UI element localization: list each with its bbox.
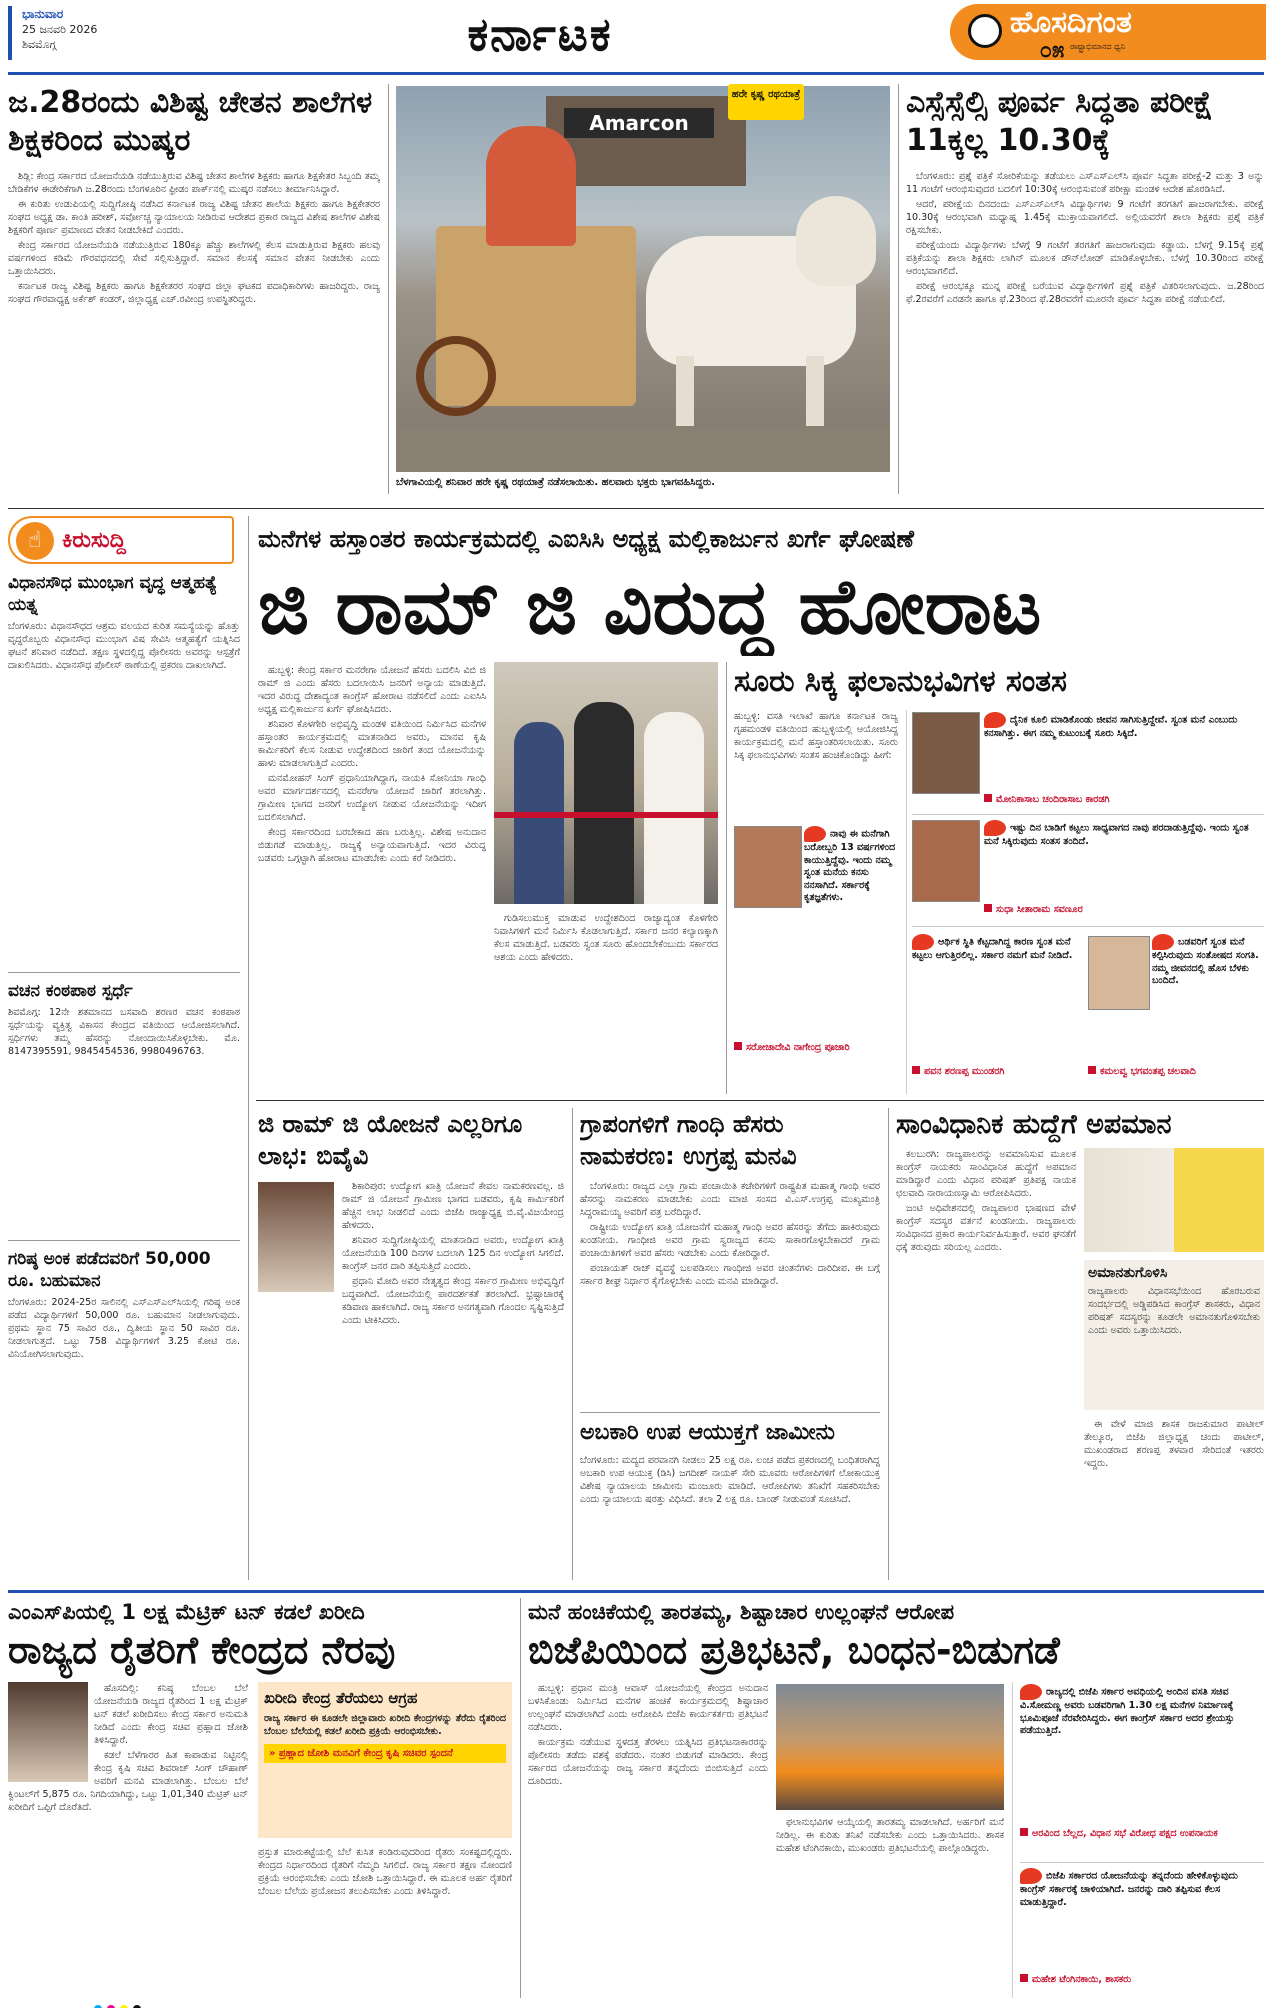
protest-body-col1 xyxy=(528,1682,768,1998)
paragraph: ಕೇಂದ್ರ ಸರ್ಕಾರದ ಯೋಜನೆಯಡಿ ನಡೆಯುತ್ತಿರುವ 180ಕ್ಕೂ ಹೆಚ್ಚು ಶಾಲೆಗಳಲ್ಲಿ ಕೆಲಸ ಮಾಡುತ್ತಿರುವ ಶಿಕ್ಷಕರು ಹಲವು ವರ್ಷಗಳಿಂದ ಕಡಿಮೆ ಗೌರವಧನದಲ್ಲಿ ಸೇವೆ ಸಲ್ಲಿಸುತ್ತಿದ್ದಾರೆ. ಸಮಾನ ಕೆಲಸಕ್ಕೆ ಸಮಾನ ವೇತನ ನೀಡಬೇಕು ಎಂದು ಒತ್ತಾಯಿಸಿದರು. xyxy=(8,240,380,277)
beneficiary-quote: ಆರ್ಥಿಕ ಸ್ಥಿತಿ ಕೆಟ್ಟದಾಗಿದ್ದ ಕಾರಣ ಸ್ವಂತ ಮನೆ ಕಟ್ಟಲು ಆಗುತ್ತಿರಲಿಲ್ಲ. ಸರ್ಕಾರ ನಮಗೆ ಮನೆ ನೀಡಿದೆ. xyxy=(912,934,1082,1064)
paragraph: ಹುಬ್ಬಳ್ಳಿ: ಕೇಂದ್ರ ಸರ್ಕಾರ ಮನರೇಗಾ ಯೋಜನೆ ಹೆಸರು ಬದಲಿಸಿ ವಿಬಿ ಜಿ ರಾಮ್ ಜಿ ಎಂದು ಹೆಸರು ಬದಲಾಯಿಸಿ ಜನರಿಗೆ ಅನ್ಯಾಯ ಮಾಡುತ್ತಿದೆ. ಇದರ ವಿರುದ್ಧ ದೇಶಾದ್ಯಂತ ಕಾಂಗ್ರೆಸ್ ಹೋರಾಟ ನಡೆಸಲಿದೆ ಎಂದು ಎಐಸಿಸಿ ಅಧ್ಯಕ್ಷ ಮಲ್ಲಿಕಾರ್ಜುನ ಖರ್ಗೆ ಘೋಷಿಸಿದರು. xyxy=(258,665,486,715)
protest-quote: ಬಿಜೆಪಿ ಸರ್ಕಾರದ ಯೋಜನೆಯನ್ನು ತನ್ನದೆಂದು ಹೇಳಿಕೊಳ್ಳುವುದು ಕಾಂಗ್ರೆಸ್ ಸರ್ಕಾರಕ್ಕೆ ಚಾಳಿಯಾಗಿದೆ. ಜನರನ್ನು ದಾರಿ ತಪ್ಪಿಸುವ ಕೆಲಸ ಮಾಡುತ್ತಿದ್ದಾರೆ. xyxy=(1020,1868,1264,1972)
brief-item xyxy=(8,980,240,1236)
lead-kicker: ಮನೆಗಳ ಹಸ್ತಾಂತರ ಕಾರ್ಯಕ್ರಮದಲ್ಲಿ ಎಐಸಿಸಿ ಅಧ್ಯಕ್ಷ ಮಲ್ಲಿಕಾರ್ಜುನ ಖರ್ಗೆ ಘೋಷಣೆ xyxy=(258,525,914,553)
person-figure xyxy=(644,712,704,904)
column-divider xyxy=(520,1598,521,1998)
column-divider xyxy=(898,84,899,494)
paragraph: ಬೆಂಗಳೂರು: ರಾಜ್ಯದ ಎಲ್ಲಾ ಗ್ರಾಮ ಪಂಚಾಯಿತಿ ಕಚೇರಿಗಳಿಗೆ ರಾಷ್ಟ್ರಪಿತ ಮಹಾತ್ಮ ಗಾಂಧಿ ಅವರ ಹೆಸರನ್ನು ನಾಮಕರಣ ಮಾಡಬೇಕು ಎಂದು ಮಾಜಿ ಸಂಸದ ವಿ.ಎಸ್.ಉಗ್ರಪ್ಪ ಮುಖ್ಯಮಂತ್ರಿ ಸಿದ್ದರಾಮಯ್ಯ ಅವರಿಗೆ ಪತ್ರ ಬರೆದಿದ್ದಾರೆ. xyxy=(580,1181,880,1218)
quote-mark-icon xyxy=(984,820,1006,836)
photo-chariot-caption: ಬೆಳಗಾವಿಯಲ್ಲಿ ಶನಿವಾರ ಹರೇ ಕೃಷ್ಣ ರಥಯಾತ್ರೆ ನಡೆಸಲಾಯಿತು. ಹಲವಾರು ಭಕ್ತರು ಭಾಗವಹಿಸಿದ್ದರು. xyxy=(396,477,716,488)
lead-body-col1 xyxy=(258,664,486,1094)
name-marker-icon xyxy=(984,794,992,802)
quote-divider xyxy=(912,926,1264,927)
story-sslc-headline: ಎಸ್ಸೆಸ್ಸೆಲ್ಸಿ ಪೂರ್ವ ಸಿದ್ಧತಾ ಪರೀಕ್ಷೆ 11ಕ್ಕಲ್ಲ 10.30ಕ್ಕೆ xyxy=(906,85,1214,158)
quote-mark-icon xyxy=(804,826,826,842)
name-marker-icon xyxy=(912,1066,920,1074)
paragraph: ಕಲಬುರಗಿ: ರಾಜ್ಯಪಾಲರನ್ನು ಅವಮಾನಿಸುವ ಮೂಲಕ ಕಾಂಗ್ರೆಸ್ ನಾಯಕರು ಸಾಂವಿಧಾನಿಕ ಹುದ್ದೆಗೆ ಅಪಮಾನ ಮಾಡಿದ್ದಾರೆ ಎಂದು ವಿಧಾನ ಪರಿಷತ್ ಪ್ರತಿಪಕ್ಷ ನಾಯಕ ಛಲವಾದಿ ನಾರಾಯಣಸ್ವಾಮಿ ಆರೋಪಿಸಿದರು. xyxy=(896,1149,1076,1199)
story-vijayendra-headline: ಜಿ ರಾಮ್ ಜಿ ಯೋಜನೆ ಎಲ್ಲರಿಗೂ ಲಾಭ: ಬಿವೈವಿ xyxy=(258,1110,523,1170)
beneficiary-photo xyxy=(912,820,980,902)
masthead-date: 25 ಜನವರಿ 2026 xyxy=(22,23,98,36)
story-divider xyxy=(580,1412,880,1413)
paragraph: ಗುಡಿಸಲುಮುಕ್ತ ಮಾಡುವ ಉದ್ದೇಶದಿಂದ ರಾಜ್ಯಾದ್ಯಂತ ಕೊಳಗೇರಿ ನಿವಾಸಿಗಳಿಗೆ ಮನೆ ನಿರ್ಮಿಸಿ ಕೊಡಲಾಗುತ್ತಿದೆ. ಸರ್ಕಾರ ಜನರ ಕಲ್ಯಾಣಕ್ಕಾಗಿ ಕೆಲಸ ಮಾಡುತ್ತಿದೆ. ಬಡವರು ಸ್ವಂತ ಸೂರು ಹೊಂದಬೇಕೆಂಬುದು ಸರ್ಕಾರದ ಆಶಯ ಎಂದು ಹೇಳಿದರು. xyxy=(494,913,718,963)
paragraph: ಬೆಂಗಳೂರು: ಪ್ರಶ್ನೆ ಪತ್ರಿಕೆ ಸೋರಿಕೆಯನ್ನು ತಡೆಯಲು ಎಸ್‌ಎಸ್‌ಎಲ್‌ಸಿ ಪೂರ್ವ ಸಿದ್ಧತಾ ಪರೀಕ್ಷೆ-2 ಮತ್ತು 3 ಅನ್ನು 11 ಗಂಟೆಗೆ ಆರಂಭಿಸುವುದರ ಬದಲಿಗೆ 10:30ಕ್ಕೆ ಆರಂಭಿಸುವಂತೆ ಪರೀಕ್ಷಾ ಮಂಡಳಿ ಆದೇಶ ಹೊರಡಿಸಿದೆ. xyxy=(906,171,1264,195)
sidebar-title: ಅಮಾನತುಗೊಳಿಸಿ xyxy=(1088,1265,1168,1281)
masthead-divider xyxy=(8,72,1264,75)
masthead xyxy=(0,0,1272,64)
beneficiary-photo xyxy=(1088,936,1150,1010)
brief-headline: ಗರಿಷ್ಠ ಅಂಕ ಪಡೆದವರಿಗೆ 50,000 ರೂ. ಬಹುಮಾನ xyxy=(8,1249,211,1291)
story-constitution-headline: ಸಾಂವಿಧಾನಿಕ ಹುದ್ದೆಗೆ ಅಪಮಾನ xyxy=(896,1109,1172,1140)
quote-mark-icon xyxy=(1020,1684,1042,1700)
sidebar-body: ರಾಜ್ಯಪಾಲರು ವಿಧಾನಸಭೆಯಿಂದ ಹೊರಬರುವ ಸಂದರ್ಭದಲ್ಲಿ ಅಡ್ಡಿಪಡಿಸಿದ ಕಾಂಗ್ರೆಸ್ ಶಾಸಕರು, ವಿಧಾನ ಪರಿಷತ್ ಸದಸ್ಯರನ್ನು ಕೂಡಲೇ ಅಮಾನತುಗೊಳಿಸಬೇಕು ಎಂದು ಅವರು ಒತ್ತಾಯಿಸಿದರು. xyxy=(1088,1286,1260,1336)
shop-sign: Amarcon xyxy=(564,108,714,138)
paragraph: ಪಂಚಾಯತ್ ರಾಜ್ ವ್ಯವಸ್ಥೆ ಬಲಪಡಿಸಲು ಗಾಂಧೀಜಿ ಅವರ ಚಿಂತನೆಗಳು ದಾರಿದೀಪ. ಈ ಬಗ್ಗೆ ಸರ್ಕಾರ ಶೀಘ್ರ ನಿರ್ಧಾರ ಕೈಗೊಳ್ಳಬೇಕು ಎಂದು ಮನವಿ ಮಾಡಿದ್ದಾರೆ. xyxy=(580,1263,880,1287)
hand-icon: ☝ xyxy=(16,522,54,560)
beneficiary-photo xyxy=(912,712,980,794)
constitution-photo xyxy=(1084,1148,1264,1252)
paragraph: ರಾಷ್ಟ್ರೀಯ ಉದ್ಯೋಗ ಖಾತ್ರಿ ಯೋಜನೆಗೆ ಮಹಾತ್ಮ ಗಾಂಧಿ ಅವರ ಹೆಸರನ್ನು ತೆಗೆದು ಹಾಕಿರುವುದು ಖಂಡನೀಯ. ಗಾಂಧೀಜಿ ಅವರ ಗ್ರಾಮ ಸ್ವರಾಜ್ಯದ ಕನಸು ಸಾಕಾರಗೊಳ್ಳಬೇಕಾದರೆ ಗ್ರಾಮ ಪಂಚಾಯಿತಿಗಳಿಗೆ ಅವರ ಹೆಸರು ಇಡಬೇಕು ಎಂದು ಕೋರಿದ್ದಾರೆ. xyxy=(580,1222,880,1259)
brief-headline: ವಚನ ಕಂಠಪಾಠ ಸ್ಪರ್ಧೆ xyxy=(8,981,133,1001)
vijayendra-photo xyxy=(258,1182,334,1292)
row-divider xyxy=(8,508,1264,509)
brand-name: ಹೊಸದಿಗಂತ xyxy=(1010,6,1132,40)
beneficiaries-headline: ಸೂರು ಸಿಕ್ಕ ಫಲಾನುಭವಿಗಳ ಸಂತಸ xyxy=(734,664,1067,699)
quote-divider xyxy=(912,814,1264,815)
beneficiary-quote-name: ಮೋನಿಕಾಸಾಬ ಚಂದಿರಾಸಾಬ ಕಾರಡಗಿ xyxy=(984,794,1264,810)
story-excise-body: ಬೆಂಗಳೂರು: ಮದ್ಯದ ಪರವಾನಗಿ ನೀಡಲು 25 ಲಕ್ಷ ರೂ. ಲಂಚ ಪಡೆದ ಪ್ರಕರಣದಲ್ಲಿ ಬಂಧಿತರಾಗಿದ್ದ ಅಬಕಾರಿ ಉಪ ಆಯುಕ್ತ (ಡಿಸಿ) ಜಗದೀಶ್ ನಾಯಕ್ ಸೇರಿ ಮೂವರು ಆರೋಪಿಗಳಿಗೆ ಲೋಕಾಯುಕ್ತ ವಿಶೇಷ ನ್ಯಾಯಾಲಯ ಜಾಮೀನು ಮಂಜೂರು ಮಾಡಿದೆ. ಆರೋಪಿಗಳು ತನಿಖೆಗೆ ಸಹಕರಿಸಬೇಕು ಎಂದು ನ್ಯಾಯಾಲಯ ಷರತ್ತು ವಿಧಿಸಿದೆ. ತಲಾ 2 ಲಕ್ಷ ರೂ. ಬಾಂಡ್ ನೀಡುವಂತೆ ಸೂಚಿಸಿದೆ. xyxy=(580,1455,880,1505)
msp-headline-top: ಎಂಎಸ್‌ಪಿಯಲ್ಲಿ 1 ಲಕ್ಷ ಮೆಟ್ರಿಕ್ ಟನ್ ಕಡಲೆ ಖರೀದಿ xyxy=(8,1600,365,1624)
brief-body: ಬೆಂಗಳೂರು: 2024-25ರ ಸಾಲಿನಲ್ಲಿ ಎಸ್ಎಸ್‌ಎಲ್‌ಸಿಯಲ್ಲಿ ಗರಿಷ್ಠ ಅಂಕ ಪಡೆದ ವಿದ್ಯಾರ್ಥಿಗಳಿಗೆ 50,000 ರೂ. ಬಹುಮಾನ ನೀಡಲಾಗುವುದು. ಪ್ರಥಮ ಸ್ಥಾನ 75 ಸಾವಿರ ರೂ., ದ್ವಿತೀಯ ಸ್ಥಾನ 50 ಸಾವಿರ ರೂ. ನೀಡಲಾಗುತ್ತದೆ. ಒಟ್ಟು 758 ವಿದ್ಯಾರ್ಥಿಗಳಿಗೆ 3.25 ಕೋಟಿ ರೂ. ವಿನಿಯೋಗಿಸಲಾಗುವುದು. xyxy=(8,1297,240,1360)
story-constitution xyxy=(896,1108,1264,1580)
column-divider xyxy=(906,710,907,1094)
row-divider xyxy=(256,1100,1264,1101)
story-teachers-headline: ಜ.28ರಂದು ವಿಶಿಷ್ಟ ಚೇತನ ಶಾಲೆಗಳ ಶಿಕ್ಷಕರಿಂದ ಮುಷ್ಕರ xyxy=(8,85,373,158)
page-number: ೦೫ xyxy=(1039,38,1065,63)
story-constitution-body-a xyxy=(896,1148,1076,1580)
lead-headline: ಜಿ ರಾಮ್ ಜಿ ವಿರುದ್ಧ ಹೋರಾಟ xyxy=(258,562,1042,651)
paragraph: ಈ ಕುರಿತು ಉಡುಪಿಯಲ್ಲಿ ಸುದ್ದಿಗೋಷ್ಠಿ ನಡೆಸಿದ ಕರ್ನಾಟಕ ರಾಜ್ಯ ವಿಶಿಷ್ಟ ಚೇತನ ಶಾಲೆಯ ಶಿಕ್ಷಕರು ಹಾಗೂ ಶಿಕ್ಷಕೇತರರ ಸಂಘದ ಅಧ್ಯಕ್ಷ ಡಾ. ಕಾಂತಿ ಹರೀಶ್, ಸರ್ವೋಚ್ಚ ನ್ಯಾಯಾಲಯ ನೀಡಿರುವ ಆದೇಶದ ಪ್ರಕಾರ ರಾಜ್ಯದ ವಿಶೇಷ ಶಾಲೆಗಳ ವಿಶೇಷ ಶಿಕ್ಷಕರಿಗೆ ಪೂರ್ಣ ಪ್ರಮಾಣದ ವೇತನ ನೀಡಬೇಕಿದೆ ಎಂದರು. xyxy=(8,199,380,236)
ribbon xyxy=(494,812,718,818)
msp-box xyxy=(258,1682,512,1838)
chariot-figure xyxy=(486,126,576,246)
registration-marks xyxy=(94,1998,154,2008)
story-sslc-body xyxy=(906,170,1264,306)
brief-headline: ವಿಧಾನಸೌಧ ಮುಂಭಾಗ ವೃದ್ಧ ಆತ್ಮಹತ್ಯೆ ಯತ್ನ xyxy=(8,573,218,615)
story-vijayendra xyxy=(258,1108,564,1580)
paragraph: ಜಂಟಿ ಅಧಿವೇಶನದಲ್ಲಿ ರಾಜ್ಯಪಾಲರ ಭಾಷಣದ ವೇಳೆ ಕಾಂಗ್ರೆಸ್ ಸದಸ್ಯರ ವರ್ತನೆ ಖಂಡನೀಯ. ರಾಜ್ಯಪಾಲರು ಸಂವಿಧಾನದ ಪ್ರಕಾರ ಕಾರ್ಯನಿರ್ವಹಿಸುತ್ತಾರೆ. ಅವರ ಘನತೆಗೆ ಧಕ್ಕೆ ತರುವುದು ಸರಿಯಲ್ಲ ಎಂದರು. xyxy=(896,1203,1076,1253)
story-teachers-body xyxy=(8,170,380,306)
photo-chariot xyxy=(396,86,890,472)
beneficiary-quote-name: ಸುಧಾ ಸೀತಾರಾಮ ಸವಣೂರ xyxy=(984,904,1264,920)
protest-body-col2 xyxy=(776,1816,1004,1998)
brief-item xyxy=(8,572,240,968)
quote-mark-icon xyxy=(984,712,1006,728)
protest-quote-name: ಮಹೇಶ ಟೆಂಗಿನಕಾಯಿ, ಶಾಸಕರು xyxy=(1020,1974,1264,1996)
story-gandhi-body xyxy=(580,1180,880,1288)
photo-tag: ಹರೇ ಕೃಷ್ಣ ರಥಯಾತ್ರೆ xyxy=(728,84,804,120)
paragraph: ಶನಿವಾರ ಸುದ್ದಿಗೋಷ್ಠಿಯಲ್ಲಿ ಮಾತನಾಡಿದ ಅವರು, ಉದ್ಯೋಗ ಖಾತ್ರಿ ಯೋಜನೆಯಡಿ 100 ದಿನಗಳ ಬದಲಾಗಿ 125 ದಿನ ಉದ್ಯೋಗ ಸಿಗಲಿದೆ. ಕಾಂಗ್ರೆಸ್ ಜನರ ದಾರಿ ತಪ್ಪಿಸುತ್ತಿದೆ ಎಂದರು. xyxy=(342,1235,564,1272)
joshi-photo xyxy=(8,1682,88,1782)
photo-inauguration xyxy=(494,662,718,904)
arrow-icon: » xyxy=(269,1748,276,1759)
masthead-date-block xyxy=(8,6,148,60)
paragraph: ಕರ್ನಾಟಕ ರಾಜ್ಯ ವಿಶಿಷ್ಟ ಶಿಕ್ಷಕರು ಹಾಗೂ ಶಿಕ್ಷಕೇತರರ ಸಂಘದ ಜಿಲ್ಲಾ ಘಟಕದ ಪದಾಧಿಕಾರಿಗಳು ಹಾಜರಿದ್ದರು. ರಾಜ್ಯ ಸಂಘದ ಗೌರವಾಧ್ಯಕ್ಷ ಅರ್ಕೆಶ್ ಕಂಡರ್, ಜಿಲ್ಲಾಧ್ಯಕ್ಷ ಎಚ್.ರವೀಂದ್ರ ಉಪಸ್ಥಿತರಿದ್ದರು. xyxy=(8,281,380,305)
beneficiary-quote: ನಾವು ಈ ಮನೆಗಾಗಿ ಬರೋಬ್ಬರಿ 13 ವರ್ಷಗಳಿಂದ ಕಾಯುತ್ತಿದ್ದೆವು. ಇಂದು ನಮ್ಮ ಸ್ವಂತ ಮನೆಯ ಕನಸು ನನಸಾಗಿದೆ. ಸರ್ಕಾರಕ್ಕೆ ಕೃತಜ್ಞತೆಗಳು. xyxy=(804,826,900,1036)
story-teachers xyxy=(8,84,380,494)
quote-mark-icon xyxy=(1020,1868,1042,1884)
wheel-icon xyxy=(416,336,496,416)
story-sslc xyxy=(906,84,1264,494)
ox-head xyxy=(796,196,876,286)
beneficiary-quote: ಇಷ್ಟು ದಿನ ಬಾಡಿಗೆ ಕಟ್ಟಲು ಸಾಧ್ಯವಾಗದ ನಾವು ಪರದಾಡುತ್ತಿದ್ದೆವು. ಇಂದು ಸ್ವಂತ ಮನೆ ಸಿಕ್ಕಿರುವುದು ಸಂತಸ ತಂದಿದೆ. xyxy=(984,820,1264,900)
column-divider xyxy=(888,1108,889,1580)
lead-body-col2 xyxy=(494,912,718,1094)
paragraph: ಹೊಸದಿಲ್ಲಿ: ಕನಿಷ್ಠ ಬೆಂಬಲ ಬೆಲೆ ಯೋಜನೆಯಡಿ ರಾಜ್ಯದ ರೈತರಿಂದ 1 ಲಕ್ಷ ಮೆಟ್ರಿಕ್ ಟನ್ ಕಡಲೆ ಖರೀದಿಸಲು ಕೇಂದ್ರ ಸರ್ಕಾರ ಅನುಮತಿ ನೀಡಿದೆ ಎಂದು ಕೇಂದ್ರ ಸಚಿವ ಪ್ರಹ್ಲಾದ ಜೋಶಿ ತಿಳಿಸಿದ್ದಾರೆ. xyxy=(94,1683,248,1746)
name-marker-icon xyxy=(1088,1066,1096,1074)
msp-box-body: ರಾಜ್ಯ ಸರ್ಕಾರ ಈ ಕೂಡಲೇ ಜಿಲ್ಲಾವಾರು ಖರೀದಿ ಕೇಂದ್ರಗಳನ್ನು ತೆರೆದು ರೈತರಿಂದ ಬೆಂಬಲ ಬೆಲೆಯಲ್ಲಿ ಕಡಲೆ ಖರೀದಿ ಪ್ರಕ್ರಿಯೆ ಆರಂಭಿಸಬೇಕು. xyxy=(264,1713,506,1737)
brief-divider xyxy=(8,1240,240,1241)
column-divider xyxy=(248,516,249,1580)
quote-mark-icon xyxy=(1152,934,1174,950)
msp-headline: ರಾಜ್ಯದ ರೈತರಿಗೆ ಕೇಂದ್ರದ ನೆರವು xyxy=(8,1628,396,1672)
beneficiary-photo xyxy=(734,826,802,908)
msp-continuation: ಪ್ರಸ್ತುತ ಮಾರುಕಟ್ಟೆಯಲ್ಲಿ ಬೆಲೆ ಕುಸಿತ ಕಂಡಿರುವುದರಿಂದ ರೈತರು ಸಂಕಷ್ಟದಲ್ಲಿದ್ದರು. ಕೇಂದ್ರದ ನಿರ್ಧಾರದಿಂದ ರೈತರಿಗೆ ನೆಮ್ಮದಿ ಸಿಗಲಿದೆ. ರಾಜ್ಯ ಸರ್ಕಾರ ತಕ್ಷಣ ನೋಂದಣಿ ಪ್ರಕ್ರಿಯೆ ಆರಂಭಿಸಬೇಕು ಎಂದು ಜೋಶಿ ಒತ್ತಾಯಿಸಿದ್ದಾರೆ. ಈ ಮೂಲಕ ಅರ್ಹ ರೈತರಿಗೆ ಬೆಂಬಲ ಬೆಲೆಯ ಪ್ರಯೋಜನ ತಲುಪಿಸಬೇಕು ಎಂದು ತಿಳಿಸಿದ್ದಾರೆ. xyxy=(258,1847,512,1897)
paragraph: ಪರೀಕ್ಷೆ ಆರಂಭಕ್ಕೂ ಮುನ್ನ ಪರೀಕ್ಷೆ ಬರೆಯುವ ವಿದ್ಯಾರ್ಥಿಗಳಿಗೆ ಪ್ರಶ್ನೆ ಪತ್ರಿಕೆ ವಿತರಿಸಲಾಗುವುದು. ಜ.28ರಿಂದ ಫೆ.2ರವರೆಗೆ ಎರಡನೇ ಹಾಗೂ ಫೆ.23ರಿಂದ ಫೆ.28ರವರೆಗೆ ಮೂರನೇ ಪೂರ್ವ ಸಿದ್ಧತಾ ಪರೀಕ್ಷೆ ನಡೆಯಲಿದೆ. xyxy=(906,281,1264,305)
msp-box-title: ಖರೀದಿ ಕೇಂದ್ರ ತೆರೆಯಲು ಆಗ್ರಹ xyxy=(264,1689,418,1707)
msp-box-note: » ಪ್ರಹ್ಲಾದ ಜೋಶಿ ಮನವಿಗೆ ಕೇಂದ್ರ ಕೃಷಿ ಸಚಿವರ ಸ್ಪಂದನೆ xyxy=(264,1744,506,1763)
masthead-day: ಭಾನುವಾರ xyxy=(22,7,64,21)
story-gandhi-headline: ಗ್ರಾಪಂಗಳಿಗೆ ಗಾಂಧಿ ಹೆಸರು ನಾಮಕರಣ: ಉಗ್ರಪ್ಪ ಮನವಿ xyxy=(580,1110,797,1170)
section-title: ಕರ್ನಾಟಕ xyxy=(467,7,613,61)
protest-quote-name: ಅರವಿಂದ ಬೆಲ್ಲದ, ವಿಧಾನ ಸಭೆ ವಿರೋಧ ಪಕ್ಷದ ಉಪನಾಯಕ xyxy=(1020,1828,1264,1858)
paragraph: ಕಡಲೆ ಬೆಳೆಗಾರರ ಹಿತ ಕಾಪಾಡುವ ನಿಟ್ಟಿನಲ್ಲಿ ಕೇಂದ್ರ ಕೃಷಿ ಸಚಿವ ಶಿವರಾಜ್ ಸಿಂಗ್ ಚೌಹಾಣ್ ಅವರಿಗೆ ಮನವಿ ಮಾಡಲಾಗಿತ್ತು. ಬೆಂಬಲ ಬೆಲೆ ಕ್ವಿಂಟಲ್‌ಗೆ 5,875 ರೂ. ನಿಗದಿಯಾಗಿದ್ದು, ಒಟ್ಟು 1,01,340 ಮೆಟ್ರಿಕ್ ಟನ್ ಖರೀದಿಗೆ ಒಪ್ಪಿಗೆ ದೊರೆತಿದೆ. xyxy=(8,1750,248,1813)
brand-tagline: ರಾಷ್ಟ್ರಾಭಿಮಾನದ ಧ್ವನಿ xyxy=(1070,42,1126,51)
quote-mark-icon xyxy=(912,934,934,950)
column-divider xyxy=(388,84,389,494)
column-divider xyxy=(572,1108,573,1580)
beneficiary-quote: ದೈನಿಕ ಕೂಲಿ ಮಾಡಿಕೊಂಡು ಜೀವನ ಸಾಗಿಸುತ್ತಿದ್ದೇವೆ. ಸ್ವಂತ ಮನೆ ಎಂಬುದು ಕನಸಾಗಿತ್ತು. ಈಗ ನಮ್ಮ ಕುಟುಂಬಕ್ಕೆ ಸೂರು ಸಿಕ್ಕಿದೆ. xyxy=(984,712,1264,792)
story-excise xyxy=(580,1418,880,1580)
paragraph: ಶಿಡ್ಲಿ: ಕೇಂದ್ರ ಸರ್ಕಾರದ ಯೋಜನೆಯಡಿ ನಡೆಯುತ್ತಿರುವ ವಿಶಿಷ್ಟ ಚೇತನ ಶಾಲೆಗಳ ಶಿಕ್ಷಕರು ಹಾಗೂ ಶಿಕ್ಷಕೇತರ ಸಿಬ್ಬಂದಿ ತಮ್ಮ ಬೇಡಿಕೆಗಳ ಈಡೇರಿಕೆಗಾಗಿ ಜ.28ರಂದು ಬೆಂಗಳೂರಿನ ಫ್ರೀಡಂ ಪಾರ್ಕ್‌ನಲ್ಲಿ ಮುಷ್ಕರ ನಡೆಸಲು ತೀರ್ಮಾನಿಸಿದ್ದಾರೆ. xyxy=(8,171,380,195)
brand-emblem-icon xyxy=(968,14,1002,48)
paragraph: ಆದರೆ, ಪರೀಕ್ಷೆಯ ದಿನದಂದು ಎಸ್‌ಎಸ್‌ಎಲ್‌ಸಿ ವಿದ್ಯಾರ್ಥಿಗಳು 9 ಗಂಟೆಗೆ ತರಗತಿಗೆ ಹಾಜರಾಗಬೇಕು. ಪರೀಕ್ಷೆ 10.30ಕ್ಕೆ ಆರಂಭವಾಗಿ ಮಧ್ಯಾಹ್ನ 1.45ಕ್ಕೆ ಮುಕ್ತಾಯವಾಗಲಿದೆ. ಅಲ್ಲಿಯವರೆಗೆ ಶಾಲಾ ಶಿಕ್ಷಕರು ಪ್ರಶ್ನೆ ಪತ್ರಿಕೆ ರಕ್ಷಿಸಬೇಕು. xyxy=(906,199,1264,236)
quote-divider xyxy=(1020,1862,1264,1863)
story-gandhi xyxy=(580,1108,880,1408)
constitution-sidebar xyxy=(1084,1260,1264,1410)
paragraph: ಶಿಕಾರಿಪುರ: ಉದ್ಯೋಗ ಖಾತ್ರಿ ಯೋಜನೆ ಕೇವಲ ನಾಮಕರಣವಲ್ಲ. ಜಿ ರಾಮ್ ಜಿ ಯೋಜನೆ ಗ್ರಾಮೀಣ ಭಾಗದ ಬಡವರು, ಕೃಷಿ ಕಾರ್ಮಿಕರಿಗೆ ಹೆಚ್ಚಿನ ಲಾಭ ನೀಡಲಿದೆ ಎಂದು ಬಿಜೆಪಿ ರಾಜ್ಯಾಧ್ಯಕ್ಷ ಬಿ.ವೈ.ವಿಜಯೇಂದ್ರ ಹೇಳಿದರು. xyxy=(342,1181,564,1231)
protest-quote: ರಾಜ್ಯದಲ್ಲಿ ಬಿಜೆಪಿ ಸರ್ಕಾರ ಅವಧಿಯಲ್ಲಿ ಅಂದಿನ ವಸತಿ ಸಚಿವ ವಿ.ಸೋಮಣ್ಣ ಅವರು ಬಡವರಿಗಾಗಿ 1.30 ಲಕ್ಷ ಮನೆಗಳ ನಿರ್ಮಾಣಕ್ಕೆ ಭೂಮಿಪೂಜೆ ನೆರವೇರಿಸಿದ್ದರು. ಈಗ ಕಾಂಗ್ರೆಸ್ ಸರ್ಕಾರ ಅದರ ಶ್ರೇಯಸ್ಸು ಪಡೆಯುತ್ತಿದೆ. xyxy=(1020,1684,1264,1828)
person-figure xyxy=(574,702,634,904)
brand-banner xyxy=(950,4,1266,60)
name-marker-icon xyxy=(984,904,992,912)
paragraph: ಫಲಾನುಭವಿಗಳ ಆಯ್ಕೆಯಲ್ಲಿ ತಾರತಮ್ಯ ಮಾಡಲಾಗಿದೆ. ಅರ್ಹರಿಗೆ ಮನೆ ನೀಡಿಲ್ಲ. ಈ ಕುರಿತು ತನಿಖೆ ನಡೆಸಬೇಕು ಎಂದು ಒತ್ತಾಯಿಸಿದರು. ಶಾಸಕ ಮಹೇಶ ಟೆಂಗಿನಕಾಯಿ, ಮುಖಂಡರು ಪ್ರತಿಭಟನೆಯಲ್ಲಿ ಪಾಲ್ಗೊಂಡಿದ್ದರು. xyxy=(776,1817,1004,1854)
paragraph: ಕೇಂದ್ರ ಸರ್ಕಾರದಿಂದ ಬರಬೇಕಾದ ಹಣ ಬರುತ್ತಿಲ್ಲ. ವಿಶೇಷ ಅನುದಾನ ಬಿಡುಗಡೆ ಮಾಡುತ್ತಿಲ್ಲ. ರಾಜ್ಯಕ್ಕೆ ಅನ್ಯಾಯವಾಗುತ್ತಿದೆ. ಇದರ ವಿರುದ್ಧ ಬಡವರು ಒಗ್ಗಟ್ಟಾಗಿ ಹೋರಾಟ ಮಾಡಬೇಕು ಎಂದು ಕರೆ ನೀಡಿದರು. xyxy=(258,827,486,864)
story-vijayendra-body xyxy=(342,1180,564,1580)
name-marker-icon xyxy=(734,1042,742,1050)
paragraph: ಕಾರ್ಯಕ್ರಮ ನಡೆಯುವ ಸ್ಥಳದತ್ತ ತೆರಳಲು ಯತ್ನಿಸಿದ ಪ್ರತಿಭಟನಾಕಾರರನ್ನು ಪೊಲೀಸರು ತಡೆದು ವಶಕ್ಕೆ ಪಡೆದರು. ನಂತರ ಬಿಡುಗಡೆ ಮಾಡಿದರು. ಕೇಂದ್ರ ಸರ್ಕಾರದ ಯೋಜನೆಯನ್ನು ರಾಜ್ಯ ಸರ್ಕಾರ ತನ್ನದೆಂದು ಬಿಂಬಿಸುತ್ತಿದೆ ಎಂದು ದೂರಿದರು. xyxy=(528,1737,768,1787)
msp-body xyxy=(8,1682,248,1998)
name-marker-icon xyxy=(1020,1974,1028,1982)
beneficiary-quote-name: ಪವನ ಶರಣಪ್ಪ ಮುಂಡರಗಿ xyxy=(912,1066,1082,1094)
protest-kicker: ಮನೆ ಹಂಚಿಕೆಯಲ್ಲಿ ತಾರತಮ್ಯ, ಶಿಷ್ಟಾಚಾರ ಉಲ್ಲಂಘನೆ ಆರೋಪ xyxy=(528,1600,955,1624)
brief-divider xyxy=(8,972,240,973)
story-constitution-body-b xyxy=(1084,1418,1264,1580)
beneficiaries-intro: ಹುಬ್ಬಳ್ಳಿ: ವಸತಿ ಇಲಾಖೆ ಹಾಗೂ ಕರ್ನಾಟಕ ರಾಜ್ಯ ಗೃಹಮಂಡಳಿ ವತಿಯಿಂದ ಹುಬ್ಬಳ್ಳಿಯಲ್ಲಿ ಆಯೋಜಿಸಿದ್ದ ಕಾರ್ಯಕ್ರಮದಲ್ಲಿ ಮನೆ ಹಸ್ತಾಂತರಿಸಲಾಯಿತು. ಸೂರು ಸಿಕ್ಕ ಫಲಾನುಭವಿಗಳು ಸಂತಸ ಹಂಚಿಕೊಂಡಿದ್ದು ಹೀಗೆ: xyxy=(734,711,898,761)
row-divider xyxy=(8,1590,1264,1593)
paragraph: ಶನಿವಾರ ಕೊಳಗೇರಿ ಅಭಿವೃದ್ಧಿ ಮಂಡಳಿ ವತಿಯಿಂದ ನಿರ್ಮಿಸಿದ ಮನೆಗಳ ಹಸ್ತಾಂತರ ಕಾರ್ಯಕ್ರಮದಲ್ಲಿ ಮಾತನಾಡಿದ ಅವರು, ಮಾನವ ಕೃಷಿ ಕಾರ್ಮಿಕರಿಗೆ ಕೆಲಸ ನೀಡುವ ಉದ್ದೇಶದಿಂದ ಜಾರಿಗೆ ತಂದ ಯೋಜನೆಯನ್ನು ಹಾಳು ಮಾಡಲಾಗುತ್ತಿದೆ ಎಂದರು. xyxy=(258,719,486,769)
brief-item xyxy=(8,1248,240,1578)
protest-headline: ಬಿಜೆಪಿಯಿಂದ ಪ್ರತಿಭಟನೆ, ಬಂಧನ-ಬಿಡುಗಡೆ xyxy=(528,1628,1060,1672)
paragraph: ಮನಮೋಹನ್ ಸಿಂಗ್ ಪ್ರಧಾನಿಯಾಗಿದ್ದಾಗ, ನಾಯಕಿ ಸೋನಿಯಾ ಗಾಂಧಿ ಅವರ ಮಾರ್ಗದರ್ಶನದಲ್ಲಿ ಮನರೇಗಾ ಯೋಜನೆ ಜಾರಿಗೆ ತರಲಾಗಿತ್ತು. ಗ್ರಾಮೀಣ ಭಾಗದ ಜನರಿಗೆ ಉದ್ಯೋಗ ನೀಡುವ ಯೋಜನೆಯನ್ನು ಇದೀಗ ಬದಲಿಸಲಾಗಿದೆ. xyxy=(258,773,486,823)
beneficiary-quote: ಬಡವರಿಗೆ ಸ್ವಂತ ಮನೆ ಕಲ್ಪಿಸಿರುವುದು ಸಂತೋಷದ ಸಂಗತಿ. ನಮ್ಮ ಜೀವನದಲ್ಲಿ ಹೊಸ ಬೆಳಕು ಬಂದಿದೆ. xyxy=(1152,934,1264,1066)
story-protest xyxy=(528,1598,1264,1998)
kiru-suddi-column xyxy=(8,516,240,1580)
brief-body: ಬೆಂಗಳೂರು: ವಿಧಾನಸೌಧದ ಆಶ್ರಮ ವಲಯದ ಕುರಿತ ಸಮಸ್ಯೆಯನ್ನು ಹೊತ್ತು ವೃದ್ಧರೊಬ್ಬರು ವಿಧಾನಸೌಧ ಮುಂಭಾಗ ವಿಷ ಸೇವಿಸಿ ಆತ್ಮಹತ್ಯೆಗೆ ಯತ್ನಿಸಿದ ಘಟನೆ ಶನಿವಾರ ನಡೆದಿದೆ. ತಕ್ಷಣ ಸ್ಥಳದಲ್ಲಿದ್ದ ಪೊಲೀಸರು ಅವರನ್ನು ಆಸ್ಪತ್ರೆಗೆ ದಾಖಲಿಸಿದರು. ವಿಧಾನಸೌಧ ಪೊಲೀಸ್ ಠಾಣೆಯಲ್ಲಿ ಪ್ರಕರಣ ದಾಖಲಾಗಿದೆ. xyxy=(8,621,240,671)
brief-body: ಶಿವಮೊಗ್ಗ: 12ನೇ ಶತಮಾನದ ಬಸವಾದಿ ಶರಣರ ವಚನ ಕಂಠಪಾಠ ಸ್ಪರ್ಧೆಯನ್ನು ವ್ಯಕ್ತಿತ್ವ ವಿಕಾಸನ ಕೇಂದ್ರದ ವತಿಯಿಂದ ಆಯೋಜಿಸಲಾಗಿದೆ. ಸ್ಪರ್ಧಿಗಳು ತಮ್ಮ ಹೆಸರನ್ನು ನೋಂದಾಯಿಸಿಕೊಳ್ಳಬೇಕು. ಮೊ. 8147395591, 9845454536, 9980496763. xyxy=(8,1007,240,1057)
kiru-suddi-label: ಕಿರುಸುದ್ದಿ xyxy=(62,528,126,553)
paragraph: ಹುಬ್ಬಳ್ಳಿ: ಪ್ರಧಾನ ಮಂತ್ರಿ ಆವಾಸ್ ಯೋಜನೆಯಲ್ಲಿ ಕೇಂದ್ರದ ಅನುದಾನ ಬಳಸಿಕೊಂಡು ನಿರ್ಮಿಸಿದ ಮನೆಗಳ ಹಂಚಿಕೆ ಕಾರ್ಯಕ್ರಮದಲ್ಲಿ ಶಿಷ್ಟಾಚಾರ ಉಲ್ಲಂಘನೆ ಮಾಡಲಾಗಿದೆ ಎಂದು ಆರೋಪಿಸಿ ಬಿಜೆಪಿ ಕಾರ್ಯಕರ್ತರು ಪ್ರತಿಭಟನೆ ನಡೆಸಿದರು. xyxy=(528,1683,768,1733)
paragraph: ಪ್ರಧಾನಿ ಮೋದಿ ಅವರ ನೇತೃತ್ವದ ಕೇಂದ್ರ ಸರ್ಕಾರ ಗ್ರಾಮೀಣ ಅಭಿವೃದ್ಧಿಗೆ ಬದ್ಧವಾಗಿದೆ. ಯೋಜನೆಯಲ್ಲಿ ಪಾರದರ್ಶಕತೆ ತರಲಾಗಿದೆ. ಭ್ರಷ್ಟಾಚಾರಕ್ಕೆ ಕಡಿವಾಣ ಹಾಕಲಾಗಿದೆ. ರಾಜ್ಯ ಸರ್ಕಾರ ಅನಗತ್ಯವಾಗಿ ಗೊಂದಲ ಸೃಷ್ಟಿಸುತ್ತಿದೆ ಎಂದು ಟೀಕಿಸಿದರು. xyxy=(342,1276,564,1326)
road xyxy=(396,426,890,472)
masthead-edition: ಶಿವಮೊಗ್ಗ xyxy=(22,38,57,51)
beneficiary-quote-name: ಕಮಲವ್ವ ಭಗವಂತಪ್ಪ ಚಲವಾದಿ xyxy=(1088,1066,1264,1094)
name-marker-icon xyxy=(1020,1828,1028,1836)
column-divider xyxy=(726,662,727,1094)
kiru-suddi-banner xyxy=(8,516,234,564)
story-excise-headline: ಅಬಕಾರಿ ಉಪ ಆಯುಕ್ತಗೆ ಜಾಮೀನು xyxy=(580,1420,835,1445)
paragraph: ಪರೀಕ್ಷೆಯಂದು ವಿದ್ಯಾರ್ಥಿಗಳು ಬೆಳಗ್ಗೆ 9 ಗಂಟೆಗೆ ತರಗತಿಗೆ ಹಾಜರಾಗುವುದು ಕಡ್ಡಾಯ. ಬೆಳಗ್ಗೆ 9.15ಕ್ಕೆ ಪ್ರಶ್ನೆ ಪತ್ರಿಕೆಯನ್ನು ಶಾಲಾ ಶಿಕ್ಷಕರು ಲಾಗಿನ್ ಮೂಲಕ ಡೌನ್‌ಲೋಡ್ ಮಾಡಿಕೊಳ್ಳಬೇಕು. ಬೆಳಗ್ಗೆ 10.30ರಿಂದ ಪರೀಕ್ಷೆ ಆರಂಭವಾಗಲಿದೆ. xyxy=(906,240,1264,277)
protest-photo xyxy=(776,1684,1004,1810)
story-msp xyxy=(8,1598,512,1998)
paragraph: ಈ ವೇಳೆ ಮಾಜಿ ಶಾಸಕ ರಾಜಕುಮಾರ ಪಾಟೀಲ್ ತೇಲ್ಕೂರ, ಬಿಜೆಪಿ ಜಿಲ್ಲಾಧ್ಯಕ್ಷ ಚಂದು ಪಾಟೀಲ್, ಮುಖಂಡರಾದ ಶರಣಪ್ಪ ತಳವಾರ ಸೇರಿದಂತೆ ಇತರರು ಇದ್ದರು. xyxy=(1084,1419,1264,1469)
beneficiary-quote-name: ಸರೋಜಾದೇವಿ ನಾಗೇಂದ್ರ ಪೂಜಾರಿ xyxy=(734,1042,900,1082)
column-divider xyxy=(1012,1682,1013,1998)
